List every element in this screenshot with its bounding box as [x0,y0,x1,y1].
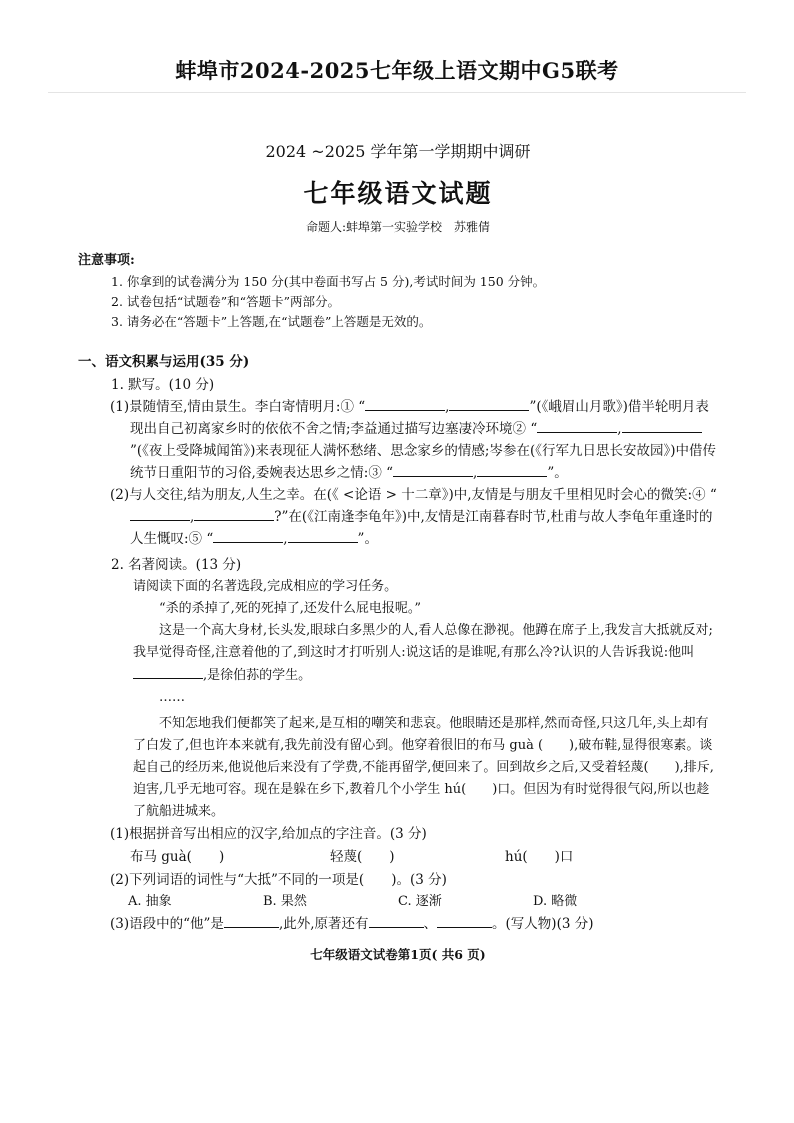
question-2-label: 2. 名著阅读。(13 分) [111,557,242,573]
answer-blank[interactable] [449,396,529,411]
exam-page [78,132,718,963]
notice-heading: 注意事项: [78,253,135,268]
answer-blank[interactable] [365,396,445,411]
passage-ellipsis: …… [159,690,185,705]
sub-question-2: (2)下列词语的词性与“大抵”不同的一项是( )。(3 分) [110,872,447,888]
page-footer: 七年级语文试卷第1页( 共6 页) [310,947,486,962]
passage-paragraph: 不知怎地我们便都笑了起来,是互相的嘲笑和悲哀。他眼睛还是那样,然而奇怪,只这几年,头上却有了白发了,但也许本来就有,我先前没有留心到。他穿着很旧的布马 guà ( ),破布鞋,显得很寒素。谈起自己的经历来,他说他后来没有了学费,不能再留学,便回来了。回到故乡之后,又受着轻蔑( ),排斥,迫害,几乎无地可容。现在是躲在乡下,教着几个小学生 hú( )口。但因为有时觉得很气闷,所以也趁了航船进城来。 [133,716,714,819]
notice-item: 3. 请务必在“答题卡”上答题,在“试题卷”上答题是无效的。 [111,314,432,329]
option-b[interactable]: B. 果然 [263,894,307,909]
section-heading: 一、语文积累与运用(35 分) [78,354,250,370]
answer-options [78,891,718,913]
option-a[interactable]: A. 抽象 [128,894,172,909]
exam-title: 七年级语文试题 [303,179,493,208]
answer-blank[interactable] [130,506,190,521]
term-heading: 2024 ~2025 学年第一学期期中调研 [265,142,531,161]
passage-quote: “杀的杀掉了,死的死掉了,还发什么屁电报呢。” [159,601,422,616]
answer-blank[interactable] [133,664,203,679]
notice-list [78,272,718,332]
answer-blank[interactable] [477,462,547,477]
answer-blank[interactable] [194,506,274,521]
document-banner: 蚌埠市2024-2025七年级上语文期中G5联考 [175,58,619,83]
option-c[interactable]: C. 逐渐 [398,894,442,909]
banner-divider [48,92,746,93]
pinyin-item: hú( )口 [505,849,574,865]
sub-question-1: (1)根据拼音写出相应的汉字,给加点的字注音。(3 分) [110,826,427,842]
notice-item: 2. 试卷包括“试题卷”和“答题卡”两部分。 [111,294,340,309]
question-2-intro: 请阅读下面的名著选段,完成相应的学习任务。 [133,579,398,594]
answer-blank[interactable] [288,528,358,543]
answer-blank[interactable] [224,913,279,928]
sub-question-3: (3)语段中的“他”是 ,此外,原著还有 、 。(写人物)(3 分) [78,913,718,935]
question-1-part-1: (1)景随情至,情由景生。李白寄情明月:① “ , ”(《峨眉山月歌》)借半轮明月表现出自己初离家乡时的依依不舍之情;李益通过描写边塞凄冷环境② “ ,”(《夜上受降城闻笛》)来表现征人满怀愁绪、思念家乡的情感;岑参在(《行军九日思长安故园》)中借传统节日重阳节的习俗,委婉表达思乡之情:③ “ , ”。 [78,396,718,484]
pinyin-item: 布马 guà( ) [130,849,225,865]
option-d[interactable]: D. 略微 [533,894,578,909]
pinyin-item: 轻蔑( ) [330,849,395,865]
answer-blank[interactable] [622,418,702,433]
question-1-part-2: (2)与人交往,结为朋友,人生之幸。在(《 <论语 > 十二章》)中,友情是与朋友千里相见时会心的微笑:④ “, ?”在(《江南逢李龟年》)中,友情是江南暮春时节,杜甫与故人李龟年重逢时的人生慨叹:⑤ “ , ”。 [110,487,717,547]
question-1-label: 1. 默写。(10 分) [111,377,215,393]
pinyin-items [78,845,718,869]
answer-blank[interactable] [437,913,492,928]
answer-blank[interactable] [369,913,424,928]
passage-paragraph: 这是一个高大身材,长头发,眼球白多黑少的人,看人总像在渺视。他蹲在席子上,我发言大抵就反对;我早觉得奇怪,注意着他的了,到这时才打听别人:说这话的是谁呢,有那么冷?认识的人告诉我说:他叫,是徐伯荪的学生。 [133,623,713,683]
answer-blank[interactable] [393,462,473,477]
notice-item: 1. 你拿到的试卷满分为 150 分(其中卷面书写占 5 分),考试时间为 150 分钟。 [111,274,546,289]
answer-blank[interactable] [213,528,283,543]
author-line: 命题人:蚌埠第一实验学校 苏雅倩 [305,220,491,234]
answer-blank[interactable] [537,418,617,433]
